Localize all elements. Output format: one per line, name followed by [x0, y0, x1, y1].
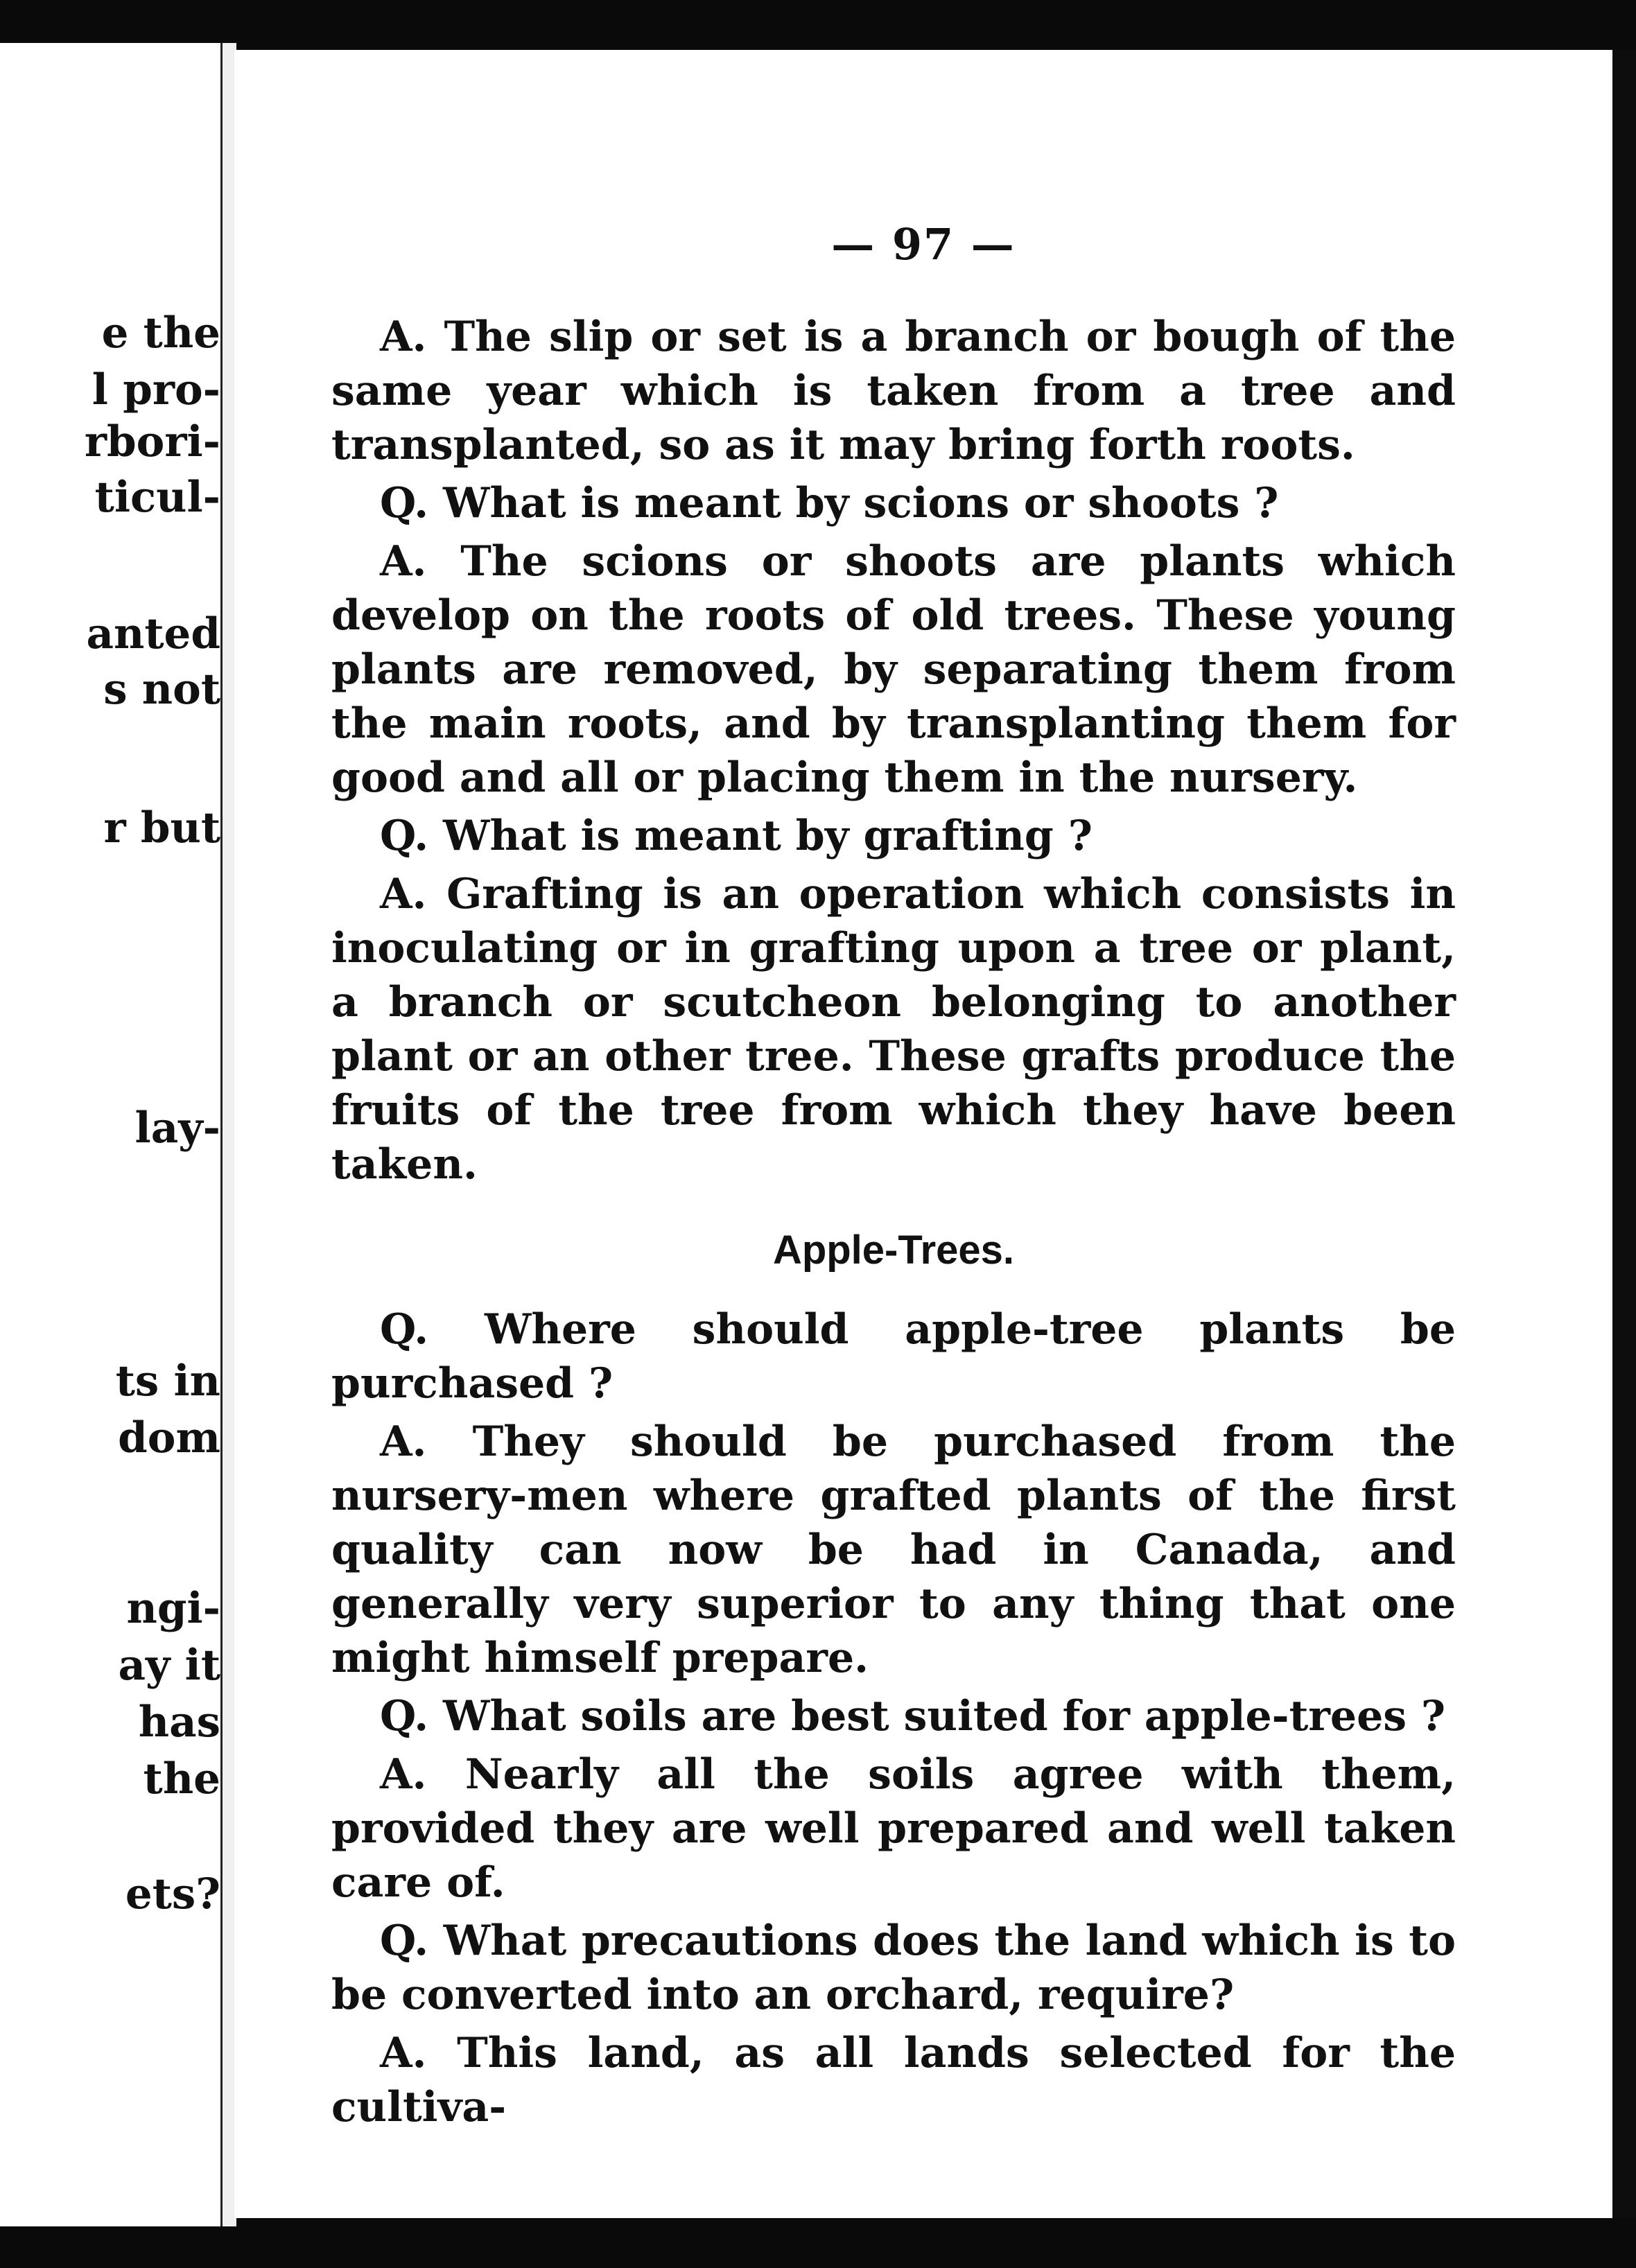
left-page-line: ngi-	[126, 1584, 220, 1633]
scan-border	[1612, 50, 1636, 2218]
left-page-line: anted	[86, 609, 220, 658]
answer-paragraph: A. Nearly all the soils agree with them, provided they are well prepared and well taken care of.	[331, 1750, 1456, 1907]
page-number: — 97 —	[831, 219, 1016, 270]
question-paragraph: Q. What precautions does the land which is to be converted into an orchard, require?	[331, 1917, 1456, 2019]
answer-paragraph: A. Grafting is an operation which consists in inoculating or in grafting upon a tree or plant, a branch or scutcheon belonging to another plant or an other tree. These grafts produce the fruits of the tree from which they have been taken.	[331, 870, 1456, 1189]
question-paragraph: Q. What is meant by scions or shoots ?	[380, 479, 1279, 527]
left-page-line: s not	[103, 665, 220, 714]
previous-page-fragment	[0, 43, 220, 2226]
left-page-line: rbori-	[84, 417, 220, 466]
left-page-line: e the	[101, 308, 220, 358]
left-page-line: ay it	[118, 1641, 220, 1690]
section-heading: Apple-Trees.	[772, 1228, 1015, 1273]
left-page-line: r but	[103, 803, 220, 853]
book-page	[234, 50, 1612, 2218]
left-page-line: lay-	[134, 1104, 220, 1153]
answer-paragraph: A. The scions or shoots are plants which develop on the roots of old trees. These young plants are removed, by separating them from the main roots, and by transplanting them for good and all or placing them in the nursery.	[331, 537, 1456, 802]
left-page-line: ts in	[115, 1357, 220, 1406]
left-page-line: ticul-	[94, 473, 220, 522]
body-text-upper	[331, 310, 1456, 2138]
left-page-line: ets?	[125, 1869, 220, 1919]
answer-paragraph: A. This land, as all lands selected for the cultiva-	[331, 2029, 1456, 2131]
left-page-line: the	[143, 1754, 220, 1804]
answer-paragraph: A. They should be purchased from the nursery-men where grafted plants of the first quality can now be had in Canada, and generally very superior to any thing that one might himself prepare.	[331, 1418, 1456, 1682]
question-paragraph: Q. Where should apple-tree plants be purchased ?	[331, 1305, 1456, 1408]
answer-paragraph: A. The slip or set is a branch or bough of the same year which is taken from a tree and transplanted, so as it may bring forth roots.	[331, 313, 1456, 469]
question-paragraph: Q. What soils are best suited for apple-trees ?	[380, 1692, 1446, 1741]
question-paragraph: Q. What is meant by grafting ?	[380, 812, 1093, 860]
left-page-line: l pro-	[92, 365, 220, 415]
left-page-line: dom	[118, 1413, 220, 1463]
left-page-line: has	[138, 1698, 220, 1747]
